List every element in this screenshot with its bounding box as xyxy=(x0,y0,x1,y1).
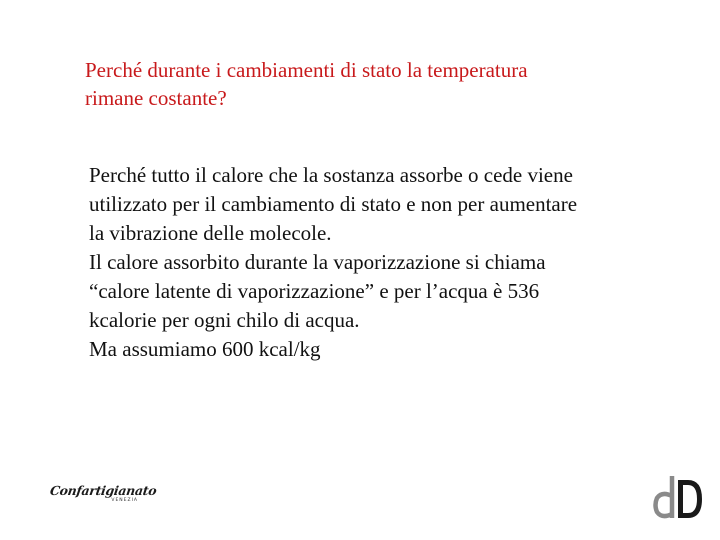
slide-body xyxy=(89,161,689,364)
body-line: kcalorie per ogni chilo di acqua. xyxy=(89,308,360,332)
dd-logo-mark xyxy=(650,474,706,522)
body-line: Ma assumiamo 600 kcal/kg xyxy=(89,337,321,361)
body-line: “calore latente di vaporizzazione” e per l’acqua è 536 xyxy=(89,279,540,303)
body-line: utilizzato per il cambiamento di stato e non per aumentare xyxy=(89,192,578,216)
slide-title xyxy=(85,56,645,112)
logo-sub-text: VENEZIA xyxy=(111,498,138,503)
dd-logo xyxy=(650,474,706,522)
body-line: Perché tutto il calore che la sostanza assorbe o cede viene xyxy=(89,163,573,187)
body-line: la vibrazione delle molecole. xyxy=(89,221,332,245)
title-line: Perché durante i cambiamenti di stato la temperatura xyxy=(85,58,528,82)
logo-brand-text: Confartigianato xyxy=(49,483,158,498)
body-line: Il calore assorbito durante la vaporizzazione si chiama xyxy=(89,250,546,274)
confartigianato-logo xyxy=(49,483,158,510)
title-line: rimane costante? xyxy=(85,86,227,110)
